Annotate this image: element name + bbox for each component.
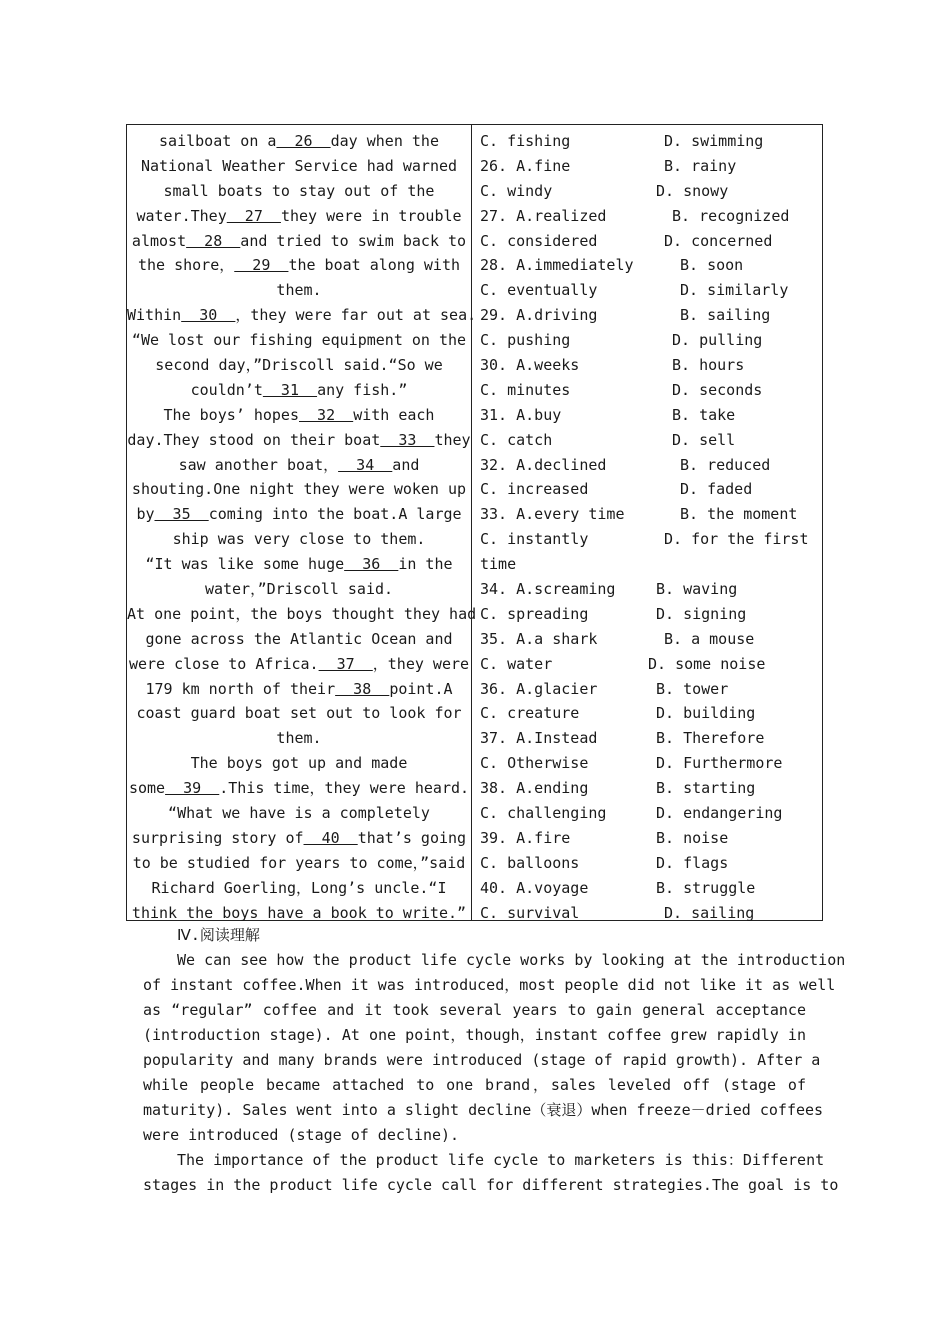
- option-a: 29. A.driving: [480, 306, 598, 325]
- passage-text: “What we have is a completely: [168, 804, 430, 823]
- option-row: [480, 353, 822, 378]
- option-b: B. Therefore: [656, 729, 765, 748]
- passage-line: [127, 378, 471, 403]
- option-row: [480, 129, 822, 154]
- blank-number: 32: [299, 405, 354, 424]
- option-b: D. signing: [656, 604, 747, 623]
- option-row: [480, 378, 822, 403]
- option-a: 37. A.Instead: [480, 729, 598, 748]
- blank-number: 27: [226, 206, 281, 225]
- option-row: [480, 154, 822, 179]
- passage-line: [127, 751, 471, 776]
- option-a: 32. A.declined: [480, 455, 607, 474]
- option-b: B. starting: [656, 779, 756, 798]
- passage-line: [127, 353, 471, 378]
- option-a: 39. A.fire: [480, 828, 571, 847]
- passage-text: Within: [127, 306, 182, 325]
- option-b: B. reduced: [680, 455, 771, 474]
- passage-text: and tried to swim back to: [240, 231, 467, 250]
- passage-text: by: [136, 505, 155, 524]
- option-b: D. seconds: [672, 380, 763, 399]
- option-b: B. the moment: [680, 505, 798, 524]
- option-a: C. considered: [480, 231, 598, 250]
- passage-line: [127, 652, 471, 677]
- passage-line: [127, 851, 471, 876]
- option-b: D. faded: [680, 480, 753, 499]
- option-a: 31. A.buy: [480, 405, 562, 424]
- passage-text: point.A: [389, 679, 453, 698]
- reading-line: (introduction stage). At one point，though，instant coffee grew rapidly in: [143, 1026, 806, 1044]
- option-row: [480, 403, 822, 428]
- option-a: 26. A.fine: [480, 156, 571, 175]
- passage-text: ship was very close to them.: [172, 530, 426, 549]
- option-row: [480, 801, 822, 826]
- option-a: C. spreading: [480, 604, 589, 623]
- option-b: D. some noise: [648, 654, 766, 673]
- passage-text: almost: [131, 231, 187, 250]
- passage-text: coming into the boat.A large: [208, 505, 462, 524]
- option-b: B. waving: [656, 580, 738, 599]
- option-row: [480, 751, 822, 776]
- passage-column: [127, 125, 477, 922]
- option-a: 40. A.voyage: [480, 878, 589, 897]
- passage-line: [127, 453, 471, 478]
- blank-number: 34: [338, 455, 393, 474]
- option-row: [480, 652, 822, 677]
- passage-line: [127, 552, 471, 577]
- option-row: [480, 627, 822, 652]
- passage-line: [127, 801, 471, 826]
- passage-line: [127, 204, 471, 229]
- option-a: C. eventually: [480, 281, 598, 300]
- passage-text: that’s going: [357, 828, 467, 847]
- blank-number: 35: [154, 505, 209, 524]
- passage-line: [127, 278, 471, 303]
- option-row: [480, 278, 822, 303]
- option-b: D. sell: [672, 430, 736, 449]
- option-b: D. Furthermore: [656, 754, 783, 773]
- option-b: D. flags: [656, 853, 729, 872]
- reading-line: were introduced (stage of decline).: [143, 1126, 460, 1144]
- reading-line: We can see how the product life cycle works by looking at the introduction: [177, 951, 846, 969]
- passage-text: The boys’ hopes: [163, 405, 299, 424]
- passage-text: 179 km north of their: [145, 679, 336, 698]
- passage-line: [127, 602, 477, 627]
- passage-line: [127, 477, 471, 502]
- option-a: C. survival: [480, 903, 580, 922]
- option-a: 33. A.every time: [480, 505, 625, 524]
- option-row: [480, 826, 822, 851]
- option-row: [480, 552, 822, 577]
- option-row: [480, 677, 822, 702]
- option-a: C. creature: [480, 704, 580, 723]
- passage-line: [127, 179, 471, 204]
- cloze-table: [126, 124, 823, 921]
- reading-line: maturity). Sales went into a slight decline（衰退）when freeze－dried coffees: [143, 1101, 824, 1119]
- option-row: [480, 502, 822, 527]
- option-a: C. increased: [480, 480, 589, 499]
- reading-line: of instant coffee.When it was introduced，most people did not like it as well: [143, 976, 836, 994]
- passage-line: [127, 876, 471, 901]
- blank-number: 38: [335, 679, 390, 698]
- passage-text: The boys got up and made: [190, 754, 408, 773]
- passage-text: ，they were: [372, 654, 470, 673]
- option-a: C. Otherwise: [480, 754, 589, 773]
- passage-line: [127, 253, 471, 278]
- option-b: B. hours: [672, 356, 745, 375]
- blank-number: 26: [276, 132, 331, 150]
- blank-number: 30: [181, 306, 236, 325]
- passage-line: [127, 403, 471, 428]
- reading-line: stages in the product life cycle call for different strategies.The goal is to: [143, 1176, 839, 1194]
- option-a: C. balloons: [480, 853, 580, 872]
- passage-text: ，they were far out at sea.: [235, 306, 477, 325]
- passage-line: [127, 303, 477, 328]
- passage-text: “We lost our fishing equipment on the: [131, 331, 467, 350]
- option-row: [480, 229, 822, 254]
- section-heading: Ⅳ.阅读理解: [177, 926, 260, 944]
- option-b: D. endangering: [656, 804, 783, 823]
- option-a: time: [480, 555, 517, 574]
- passage-text: surprising story of: [131, 828, 304, 847]
- passage-text: small boats to stay out of the: [163, 181, 435, 200]
- passage-line: [127, 677, 471, 702]
- option-b: B. tower: [656, 679, 729, 698]
- blank-number: 36: [344, 555, 399, 574]
- option-b: D. concerned: [664, 231, 773, 250]
- option-b: B. struggle: [656, 878, 756, 897]
- option-row: [480, 776, 822, 801]
- passage-text: .This time，they were heard.: [219, 779, 470, 798]
- passage-text: coast guard boat set out to look for: [136, 704, 462, 723]
- passage-text: gone across the Atlantic Ocean and: [145, 629, 453, 648]
- passage-text: the shore，: [137, 256, 235, 275]
- option-a: 28. A.immediately: [480, 256, 634, 275]
- option-row: [480, 876, 822, 901]
- blank-number: 28: [186, 231, 241, 250]
- reading-line: as “regular” coffee and it took several years to gain general acceptance: [143, 1001, 806, 1019]
- option-a: 27. A.realized: [480, 206, 607, 225]
- passage-line: [127, 502, 471, 527]
- passage-text: they were in trouble: [280, 206, 462, 225]
- passage-line: [127, 527, 471, 552]
- reading-section: [143, 923, 846, 1198]
- passage-line: [127, 129, 471, 154]
- option-row: [480, 303, 822, 328]
- option-row: [480, 602, 822, 627]
- blank-number: 40: [303, 828, 358, 847]
- passage-text: and: [392, 455, 420, 474]
- option-b: D. for the first: [664, 530, 809, 549]
- option-a: C. fishing: [480, 132, 571, 150]
- passage-text: think the boys have a book to write.”: [131, 903, 467, 922]
- option-b: D. building: [656, 704, 756, 723]
- reading-line: The importance of the product life cycle to marketers is this：Different: [177, 1151, 825, 1169]
- passage-line: [127, 229, 471, 254]
- option-b: B. rainy: [664, 156, 737, 175]
- option-a: 30. A.weeks: [480, 356, 580, 375]
- option-a: 35. A.a shark: [480, 629, 598, 648]
- passage-text: them.: [276, 281, 322, 300]
- option-a: 36. A.glacier: [480, 679, 598, 698]
- passage-line: [127, 726, 471, 751]
- passage-text: day when the: [330, 132, 439, 150]
- option-b: D. swimming: [664, 132, 764, 150]
- option-a: C. windy: [480, 181, 553, 200]
- option-a: C. water: [480, 654, 553, 673]
- option-b: B. noise: [656, 828, 729, 847]
- option-b: D. snowy: [656, 181, 729, 200]
- passage-line: [127, 701, 471, 726]
- passage-text: them.: [276, 729, 322, 748]
- option-a: C. challenging: [480, 804, 607, 823]
- passage-text: some: [128, 779, 166, 798]
- reading-line: while people became attached to one brand，sales leveled off (stage of: [143, 1076, 806, 1094]
- blank-number: 33: [380, 430, 435, 449]
- option-row: [480, 901, 822, 926]
- passage-line: [127, 154, 471, 179]
- passage-text: with each: [353, 405, 435, 424]
- passage-text: couldn’t: [190, 380, 263, 399]
- passage-line: [127, 328, 471, 353]
- option-b: B. recognized: [672, 206, 790, 225]
- passage-text: National Weather Service had warned: [140, 156, 458, 175]
- options-column: [472, 125, 822, 920]
- reading-paragraphs: [143, 948, 846, 1198]
- option-a: 34. A.screaming: [480, 580, 616, 599]
- passage-text: saw another boat，: [178, 455, 339, 474]
- blank-number: 39: [165, 779, 220, 798]
- passage-text: Richard Goerling，Long’s uncle.“I: [151, 878, 447, 897]
- passage-text: water.They: [136, 206, 227, 225]
- option-row: [480, 204, 822, 229]
- passage-text: in the: [398, 555, 453, 574]
- option-row: [480, 851, 822, 876]
- option-row: [480, 726, 822, 751]
- option-b: B. sailing: [680, 306, 771, 325]
- option-b: B. take: [672, 405, 736, 424]
- passage-text: second day，”Driscoll said.“So we: [155, 356, 443, 375]
- option-row: [480, 253, 822, 278]
- reading-line: popularity and many brands were introduced (stage of rapid growth). After a: [143, 1051, 821, 1069]
- blank-number: 31: [262, 380, 318, 399]
- passage-line: [127, 826, 471, 851]
- option-b: D. sailing: [664, 903, 755, 922]
- option-row: [480, 328, 822, 353]
- option-a: 38. A.ending: [480, 779, 589, 798]
- passage-text: shouting.One night they were woken up: [131, 480, 467, 499]
- option-b: D. pulling: [672, 331, 763, 350]
- option-b: B. soon: [680, 256, 744, 275]
- passage-line: [127, 428, 471, 453]
- option-a: C. pushing: [480, 331, 571, 350]
- passage-text: to be studied for years to come，”said: [132, 853, 466, 872]
- passage-text: the boat along with: [288, 256, 461, 275]
- passage-line: [127, 577, 471, 602]
- passage-line: [127, 901, 471, 926]
- passage-line: [127, 627, 471, 652]
- option-row: [480, 477, 822, 502]
- option-b: D. similarly: [680, 281, 789, 300]
- passage-text: “It was like some huge: [145, 555, 345, 574]
- passage-text: day.They stood on their boat: [127, 430, 381, 449]
- option-a: C. instantly: [480, 530, 589, 549]
- passage-text: were close to Africa.: [128, 654, 319, 673]
- passage-text: At one point，the boys thought they had: [127, 604, 477, 623]
- passage-text: sailboat on a: [159, 132, 277, 150]
- option-a: C. catch: [480, 430, 553, 449]
- passage-text: any fish.”: [317, 380, 408, 399]
- option-row: [480, 179, 822, 204]
- option-b: B. a mouse: [664, 629, 755, 648]
- option-row: [480, 453, 822, 478]
- passage-text: they: [434, 430, 471, 449]
- option-row: [480, 577, 822, 602]
- option-a: C. minutes: [480, 380, 571, 399]
- passage-text: water，”Driscoll said.: [204, 580, 394, 599]
- passage-line: [127, 776, 471, 801]
- blank-number: 37: [318, 654, 373, 673]
- option-row: [480, 701, 822, 726]
- blank-number: 29: [234, 256, 289, 275]
- option-row: [480, 428, 822, 453]
- option-row: [480, 527, 822, 552]
